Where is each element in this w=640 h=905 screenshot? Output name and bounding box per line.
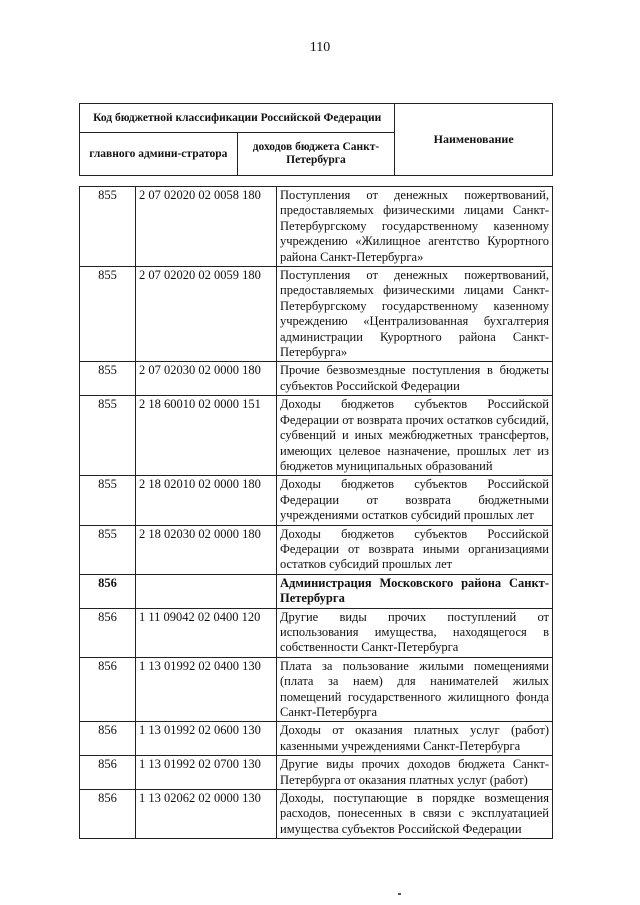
name-cell: Доходы, поступающие в порядке возмещения расходов, понесенных в связи с эксплуатацией имущества субъектов Российской Федерации bbox=[277, 790, 553, 839]
admin-code-cell: 855 bbox=[80, 525, 136, 574]
revenue-code-cell: 2 18 02030 02 0000 180 bbox=[136, 525, 277, 574]
revenue-table bbox=[79, 186, 553, 839]
revenue-code-cell: 1 13 01992 02 0600 130 bbox=[136, 722, 277, 756]
table-row bbox=[80, 187, 553, 267]
table-row bbox=[80, 722, 553, 756]
admin-code-cell: 856 bbox=[80, 790, 136, 839]
admin-code-cell: 856 bbox=[80, 657, 136, 722]
name-cell: Доходы бюджетов субъектов Российской Федерации от возврата прочих остатков субсидий, субвенций и иных межбюджетных трансфертов, имеющих целевое назначение, прошлых лет из бюджетов муниципальных образований bbox=[277, 396, 553, 476]
admin-code-cell: 855 bbox=[80, 362, 136, 396]
revenue-code-cell: 1 13 01992 02 0700 130 bbox=[136, 756, 277, 790]
name-cell: Другие виды прочих доходов бюджета Санкт-Петербурга от оказания платных услуг (работ) bbox=[277, 756, 553, 790]
table-row bbox=[80, 608, 553, 657]
table-row bbox=[80, 574, 553, 608]
name-cell: Доходы от оказания платных услуг (работ) казенными учреждениями Санкт-Петербурга bbox=[277, 722, 553, 756]
name-cell: Доходы бюджетов субъектов Российской Федерации от возврата бюджетными учреждениями остатков субсидий прошлых лет bbox=[277, 476, 553, 525]
table-row bbox=[80, 362, 553, 396]
revenue-code-cell: 2 07 02020 02 0059 180 bbox=[136, 267, 277, 362]
name-cell: Администрация Московского района Санкт-Петербурга bbox=[277, 574, 553, 608]
admin-code-cell: 856 bbox=[80, 574, 136, 608]
scan-mark bbox=[398, 893, 401, 895]
revenue-code-cell: 2 07 02020 02 0058 180 bbox=[136, 187, 277, 267]
name-cell: Поступления от денежных пожертвований, предоставляемых физическими лицами Санкт-Петербургскому государственному казенному учреждению «Централизованная бухгалтерия администрации Курортного района Санкт-Петербурга» bbox=[277, 267, 553, 362]
name-cell: Прочие безвозмездные поступления в бюджеты субъектов Российской Федерации bbox=[277, 362, 553, 396]
admin-code-cell: 855 bbox=[80, 267, 136, 362]
admin-code-cell: 856 bbox=[80, 756, 136, 790]
admin-code-cell: 856 bbox=[80, 608, 136, 657]
admin-column-header: главного админи-стратора bbox=[80, 133, 238, 176]
header-table bbox=[79, 103, 553, 176]
table-row bbox=[80, 396, 553, 476]
revenue-code-cell bbox=[136, 574, 277, 608]
name-cell: Плата за пользование жилыми помещениями (плата за наем) для нанимателей жилых помещений государственного жилищного фонда Санкт-Петербурга bbox=[277, 657, 553, 722]
code-group-header: Код бюджетной классификации Российской Федерации bbox=[80, 104, 395, 133]
table-row bbox=[80, 525, 553, 574]
name-cell: Поступления от денежных пожертвований, предоставляемых физическими лицами Санкт-Петербургскому государственному казенному учреждению «Жилищное агентство Курортного района Санкт-Петербурга» bbox=[277, 187, 553, 267]
name-column-header: Наименование bbox=[395, 104, 553, 176]
revenue-column-header: доходов бюджета Санкт-Петербурга bbox=[237, 133, 395, 176]
admin-code-cell: 855 bbox=[80, 187, 136, 267]
table-row bbox=[80, 267, 553, 362]
revenue-code-cell: 1 13 01992 02 0400 130 bbox=[136, 657, 277, 722]
revenue-code-cell: 1 11 09042 02 0400 120 bbox=[136, 608, 277, 657]
table-row bbox=[80, 657, 553, 722]
name-cell: Доходы бюджетов субъектов Российской Федерации от возврата иными организациями остатков субсидий прошлых лет bbox=[277, 525, 553, 574]
revenue-code-cell: 2 18 02010 02 0000 180 bbox=[136, 476, 277, 525]
page-number: 110 bbox=[309, 40, 331, 55]
revenue-code-cell: 2 07 02030 02 0000 180 bbox=[136, 362, 277, 396]
revenue-table-body bbox=[80, 187, 553, 839]
table-row bbox=[80, 476, 553, 525]
revenue-code-cell: 1 13 02062 02 0000 130 bbox=[136, 790, 277, 839]
admin-code-cell: 855 bbox=[80, 396, 136, 476]
name-cell: Другие виды прочих поступлений от использования имущества, находящегося в собственности Санкт-Петербурга bbox=[277, 608, 553, 657]
table-row bbox=[80, 756, 553, 790]
admin-code-cell: 855 bbox=[80, 476, 136, 525]
admin-code-cell: 856 bbox=[80, 722, 136, 756]
table-row bbox=[80, 790, 553, 839]
revenue-code-cell: 2 18 60010 02 0000 151 bbox=[136, 396, 277, 476]
